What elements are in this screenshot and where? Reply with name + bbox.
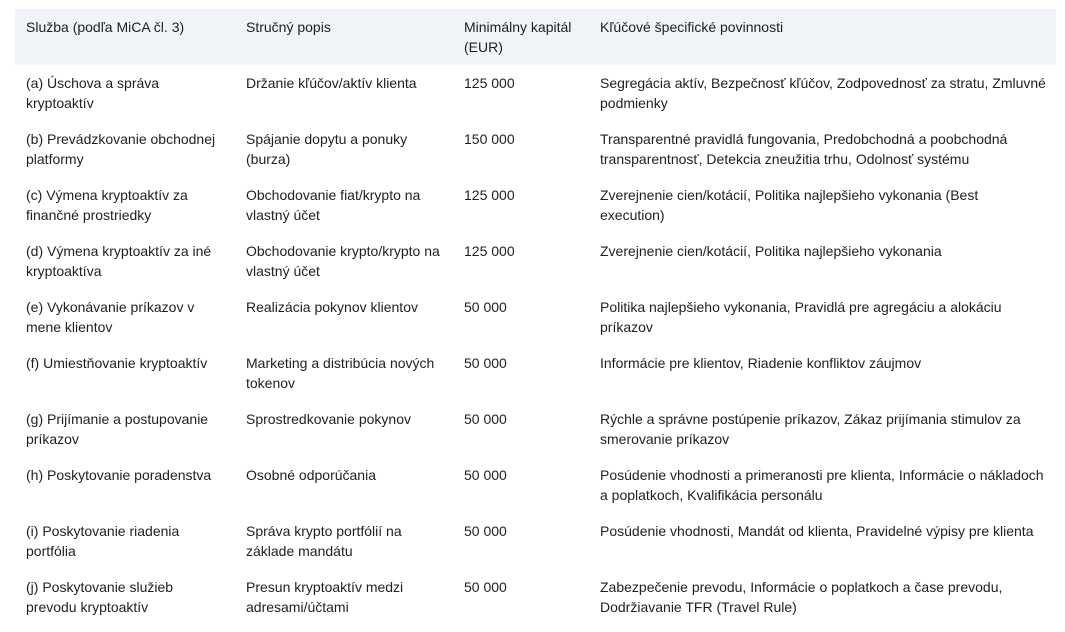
- cell-obligations: Rýchle a správne postúpenie príkazov, Zákaz prijímania stimulov za smerovanie príkazov: [600, 411, 1021, 447]
- cell-description: Spájanie dopytu a ponuky (burza): [246, 131, 408, 167]
- table-header: [15, 9, 1056, 65]
- cell-obligations: Zverejnenie cien/kotácií, Politika najlepšieho vykonania: [600, 243, 942, 259]
- cell-min-capital: 50 000: [464, 299, 507, 315]
- mica-services-table: [15, 9, 1056, 625]
- cell-min-capital: 125 000: [464, 243, 515, 259]
- cell-description: Presun kryptoaktív medzi adresami/účtami: [246, 579, 404, 615]
- cell-min-capital: 50 000: [464, 523, 507, 539]
- cell-obligations: Posúdenie vhodnosti a primeranosti pre klienta, Informácie o nákladoch a poplatkoch, Kvalifikácia personálu: [600, 467, 1044, 503]
- table-row: [15, 121, 1056, 177]
- header-obligations: Kľúčové špecifické povinnosti: [600, 19, 784, 35]
- header-service: Služba (podľa MiCA čl. 3): [26, 19, 185, 35]
- cell-description: Osobné odporúčania: [246, 467, 376, 483]
- cell-service: (g) Prijímanie a postupovanie príkazov: [26, 411, 209, 447]
- cell-service: (i) Poskytovanie riadenia portfólia: [26, 523, 180, 559]
- cell-min-capital: 50 000: [464, 411, 507, 427]
- cell-min-capital: 150 000: [464, 131, 515, 147]
- cell-service: (e) Vykonávanie príkazov v mene klientov: [26, 299, 195, 335]
- header-description: Stručný popis: [246, 19, 331, 35]
- cell-description: Realizácia pokynov klientov: [246, 299, 418, 315]
- cell-service: (f) Umiestňovanie kryptoaktív: [26, 355, 208, 371]
- cell-min-capital: 50 000: [464, 355, 507, 371]
- cell-description: Obchodovanie fiat/krypto na vlastný účet: [246, 187, 421, 223]
- cell-min-capital: 50 000: [464, 579, 507, 595]
- cell-description: Správa krypto portfólií na základe mandátu: [246, 523, 402, 559]
- table-row: [15, 457, 1056, 513]
- table-row: [15, 233, 1056, 289]
- cell-service: (d) Výmena kryptoaktív za iné kryptoaktíva: [26, 243, 212, 279]
- cell-min-capital: 125 000: [464, 75, 515, 91]
- header-row: [15, 9, 1056, 65]
- cell-service: (j) Poskytovanie služieb prevodu kryptoaktív: [26, 579, 174, 615]
- cell-obligations: Informácie pre klientov, Riadenie konfliktov záujmov: [600, 355, 922, 371]
- cell-service: (a) Úschova a správa kryptoaktív: [26, 75, 160, 111]
- cell-obligations: Segregácia aktív, Bezpečnosť kľúčov, Zodpovednosť za stratu, Zmluvné podmienky: [600, 75, 1046, 111]
- table-row: [15, 569, 1056, 625]
- mica-services-table-container: [15, 9, 1056, 625]
- table-row: [15, 289, 1056, 345]
- cell-service: (b) Prevádzkovanie obchodnej platformy: [26, 131, 216, 167]
- cell-service: (h) Poskytovanie poradenstva: [26, 467, 212, 483]
- cell-description: Držanie kľúčov/aktív klienta: [246, 75, 417, 91]
- cell-service: (c) Výmena kryptoaktív za finančné prostriedky: [26, 187, 188, 223]
- cell-obligations: Zabezpečenie prevodu, Informácie o poplatkoch a čase prevodu, Dodržiavanie TFR (Travel Rule): [600, 579, 1003, 615]
- cell-description: Obchodovanie krypto/krypto na vlastný účet: [246, 243, 440, 279]
- cell-obligations: Politika najlepšieho vykonania, Pravidlá pre agregáciu a alokáciu príkazov: [600, 299, 1002, 335]
- cell-min-capital: 125 000: [464, 187, 515, 203]
- table-body: [15, 65, 1056, 625]
- table-row: [15, 401, 1056, 457]
- cell-obligations: Transparentné pravidlá fungovania, Predobchodná a poobchodná transparentnosť, Detekcia zneužitia trhu, Odolnosť systému: [600, 131, 1008, 167]
- header-min-capital: Minimálny kapitál (EUR): [464, 19, 572, 55]
- cell-obligations: Posúdenie vhodnosti, Mandát od klienta, Pravidelné výpisy pre klienta: [600, 523, 1034, 539]
- cell-obligations: Zverejnenie cien/kotácií, Politika najlepšieho vykonania (Best execution): [600, 187, 979, 223]
- table-row: [15, 345, 1056, 401]
- cell-min-capital: 50 000: [464, 467, 507, 483]
- cell-description: Marketing a distribúcia nových tokenov: [246, 355, 435, 391]
- table-row: [15, 65, 1056, 121]
- table-row: [15, 513, 1056, 569]
- table-row: [15, 177, 1056, 233]
- cell-description: Sprostredkovanie pokynov: [246, 411, 411, 427]
